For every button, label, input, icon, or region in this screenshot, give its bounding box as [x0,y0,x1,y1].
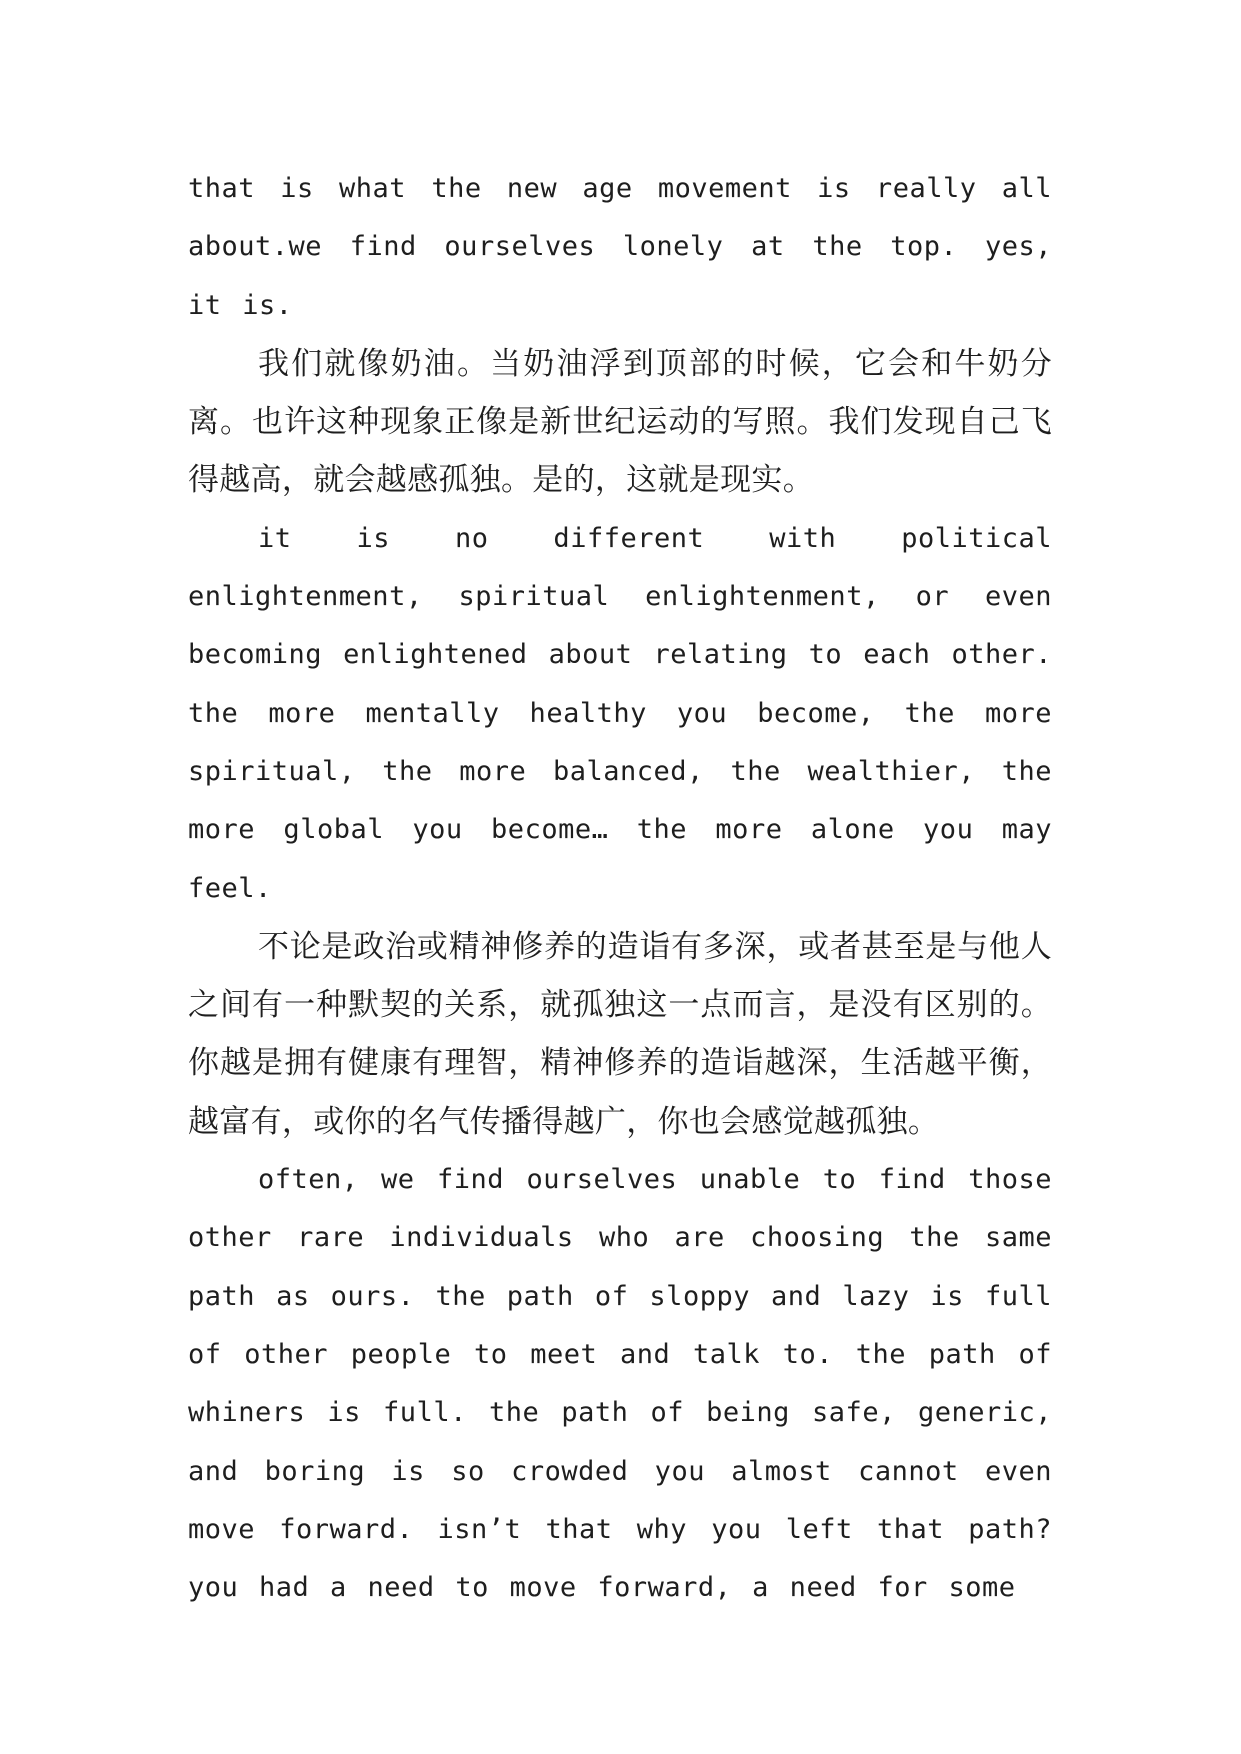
english-paragraph-1: that is what the new age movement is really all about.we find ourselves lonely at the top. yes, it is. [188,173,1052,321]
english-paragraph-2: it is no different with political enlightenment, spiritual enlightenment, or even becoming enlightened about relating to each other. the more mentally healthy you become, the more spiritual, the more balanced, the wealthier, the more global you become… the more alone you may feel. [188,522,1052,904]
chinese-paragraph-1: 我们就像奶油。当奶油浮到顶部的时候，它会和牛奶分离。也许这种现象正像是新世纪运动的写照。我们发现自己飞得越高，就会越感孤独。是的，这就是现实。 [188,345,1052,499]
english-paragraph-3: often, we find ourselves unable to find those other rare individuals who are choosing the same path as ours. the path of sloppy and lazy is full of other people to meet and talk to. the path of whiners is full. the path of being safe, generic, and boring is so crowded you almost cannot even move forward. isn’t that why you left that path? you had a need to move forward, a need for some [188,1164,1052,1604]
chinese-paragraph-2: 不论是政治或精神修养的造诣有多深，或者甚至是与他人之间有一种默契的关系，就孤独这一点而言，是没有区别的。你越是拥有健康有理智，精神修养的造诣越深，生活越平衡，越富有，或你的名气传播得越广，你也会感觉越孤独。 [188,928,1052,1140]
document-body [188,160,1052,1617]
